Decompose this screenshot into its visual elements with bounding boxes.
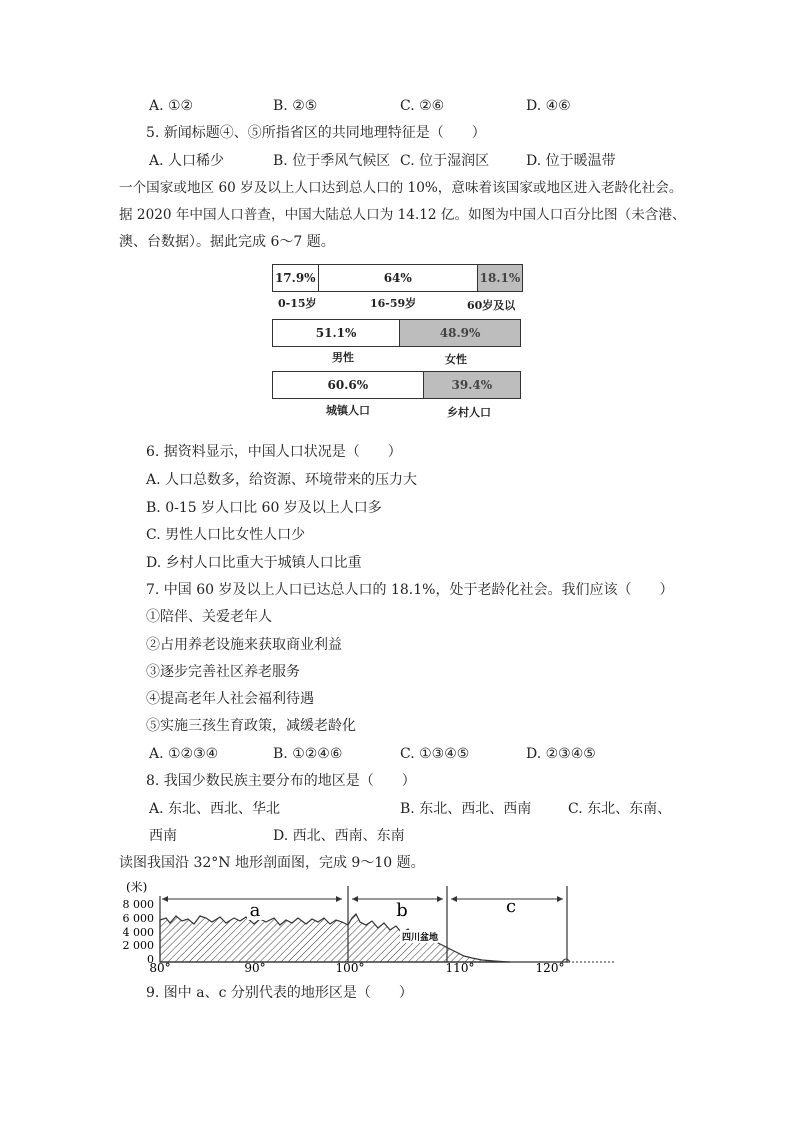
sex-label-male: 男性	[332, 351, 354, 364]
urban-bar	[272, 371, 521, 399]
q8-option-a: A. 东北、西北、华北	[149, 801, 281, 817]
q5-option-a: A. 人口稀少	[149, 153, 225, 169]
q8-option-c-continued: 西南	[149, 828, 177, 844]
sex-bar	[272, 319, 521, 347]
q7-item-3: ③逐步完善社区养老服务	[146, 664, 300, 680]
q8-option-b: B. 东北、西北、西南	[400, 801, 532, 817]
region-b-label: b	[396, 900, 408, 921]
age-bar-segment-16-59: 64%	[318, 265, 477, 291]
sex-bar-segment-female: 48.9%	[399, 320, 520, 346]
q9-stem: 9. 图中 a、c 分别代表的地形区是（ ）	[146, 985, 413, 1001]
q6-stem: 6. 据资料显示，中国人口状况是（ ）	[146, 444, 402, 460]
intro1-line2: 据 2020 年中国人口普查，中国大陆总人口为 14.12 亿。如图为中国人口百分比图（未含港、	[119, 207, 686, 223]
rural-label: 乡村人口	[447, 406, 491, 419]
q4-option-d: D. ④⑥	[526, 98, 571, 114]
q7-option-c: C. ①③④⑤	[400, 746, 470, 762]
region-a-label: a	[249, 900, 261, 921]
q8-option-c: C. 东北、东南、	[568, 801, 672, 817]
q7-item-5: ⑤实施三孩生育政策，减缓老龄化	[146, 718, 356, 734]
profile-y-tick-6000: 6 000	[122, 912, 154, 925]
sex-bar-segment-male: 51.1%	[273, 320, 399, 346]
age-bar-segment-0-15: 17.9%	[273, 265, 318, 291]
q4-option-a: A. ①②	[149, 98, 194, 114]
profile-x-tick-110: 110°	[445, 961, 475, 973]
urban-bar-segment-urban: 60.6%	[273, 372, 423, 398]
q5-option-c: C. 位于湿润区	[400, 153, 490, 169]
q7-option-d: D. ②③④⑤	[526, 746, 596, 762]
q5-option-d: D. 位于暖温带	[526, 153, 616, 169]
q8-stem: 8. 我国少数民族主要分布的地区是（ ）	[146, 773, 416, 789]
terrain-profile	[110, 878, 630, 973]
intro1-line3: 澳、台数据）。据此完成 6～7 题。	[119, 234, 335, 250]
age-bar	[272, 264, 523, 292]
profile-y-tick-0: 0	[147, 953, 154, 966]
sichuan-basin-label: 四川盆地	[402, 933, 439, 943]
age-label-60-plus: 60岁及以	[467, 299, 516, 312]
terrain-elevation	[160, 914, 510, 962]
profile-y-tick-2000: 2 000	[122, 939, 154, 952]
urban-bar-segment-rural: 39.4%	[423, 372, 520, 398]
profile-x-tick-80: 80°	[149, 961, 171, 973]
age-bar-segment-60-plus: 18.1%	[477, 265, 522, 291]
q8-option-d: D. 西北、西南、东南	[273, 828, 405, 844]
intro2: 读图我国沿 32°N 地形剖面图，完成 9～10 题。	[119, 855, 425, 871]
profile-x-tick-120: 120°	[535, 961, 565, 973]
q5-stem: 5. 新闻标题④、⑤所指省区的共同地理特征是（ ）	[146, 125, 486, 141]
intro1-line1: 一个国家或地区 60 岁及以上人口达到总人口的 10%，意味着该国家或地区进入老龄化社会。	[119, 180, 683, 196]
profile-x-tick-90: 90°	[244, 961, 266, 973]
q4-option-b: B. ②⑤	[273, 98, 318, 114]
age-label-0-15: 0-15岁	[278, 297, 317, 310]
q5-option-b: B. 位于季风气候区	[273, 153, 391, 169]
age-label-16-59: 16-59岁	[370, 297, 417, 310]
region-c-label: c	[505, 896, 517, 917]
q6-option-a: A. 人口总数多，给资源、环境带来的压力大	[146, 472, 418, 488]
q6-option-b: B. 0-15 岁人口比 60 岁及以上人口多	[146, 500, 382, 516]
q6-option-c: C. 男性人口比女性人口少	[146, 527, 306, 543]
q7-option-b: B. ①②④⑥	[273, 746, 343, 762]
q7-item-2: ②占用养老设施来获取商业利益	[146, 637, 342, 653]
profile-y-tick-4000: 4 000	[122, 926, 154, 939]
q7-stem: 7. 中国 60 岁及以上人口已达总人口的 18.1%，处于老龄化社会。我们应该（ ）	[146, 582, 674, 598]
q7-item-1: ①陪伴、关爱老年人	[146, 609, 272, 625]
profile-y-tick-8000: 8 000	[122, 898, 154, 911]
urban-label: 城镇人口	[326, 404, 370, 417]
q6-option-d: D. 乡村人口比重大于城镇人口比重	[146, 555, 362, 571]
sex-label-female: 女性	[445, 353, 467, 366]
q7-item-4: ④提高老年人社会福利待遇	[146, 691, 314, 707]
q7-option-a: A. ①②③④	[149, 746, 219, 762]
profile-y-unit: (米)	[126, 880, 148, 894]
q4-option-c: C. ②⑥	[400, 98, 445, 114]
profile-x-tick-100: 100°	[335, 961, 365, 973]
